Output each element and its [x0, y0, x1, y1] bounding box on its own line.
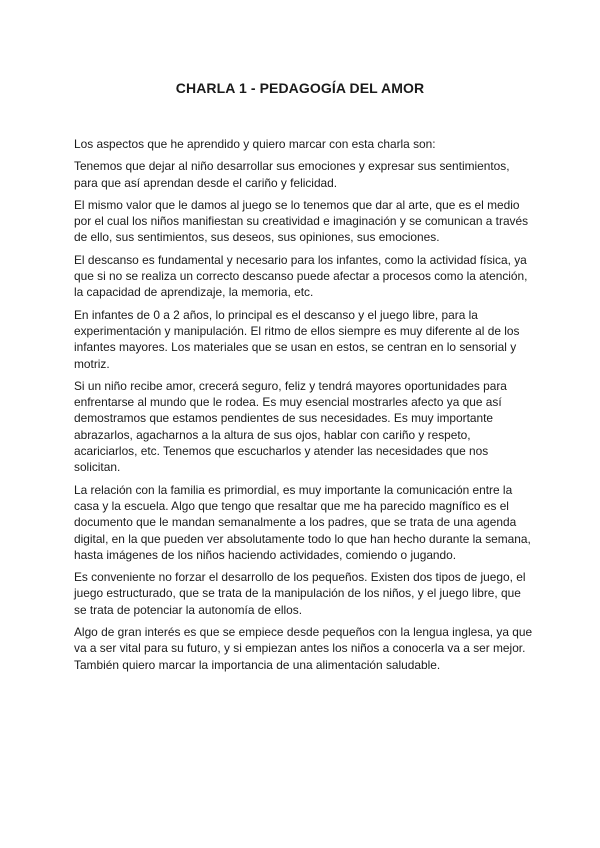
paragraph-ingles: Algo de gran interés es que se empiece desde pequeños con la lengua inglesa, ya que va a ser vital para su futuro, y si empiezan antes los niños a conocerla va a ser mejor. También quiero marcar la importancia de una alimentación saludable. [74, 625, 533, 672]
paragraph-descanso: El descanso es fundamental y necesario para los infantes, como la actividad física, ya que si no se realiza un correcto descanso puede afectar a procesos como la atención, la capacidad de aprendizaje, la memoria, etc. [74, 252, 528, 300]
paragraph-intro: Los aspectos que he aprendido y quiero marcar con esta charla son: [74, 137, 436, 151]
page-title: CHARLA 1 - PEDAGOGÍA DEL AMOR [175, 80, 425, 96]
paragraph-emociones: Tenemos que dejar al niño desarrollar sus emociones y expresar sus sentimientos, para que así aprendan desde el cariño y felicidad. [74, 159, 510, 190]
paragraph-amor: Si un niño recibe amor, crecerá seguro, feliz y tendrá mayores oportunidades para enfrentarse al mundo que le rodea. Es muy esencial mostrarles afecto ya que así demostramos que estamos pendientes de sus necesidades. Es muy importante abrazarlos, agacharnos a la altura de sus ojos, hablar con cariño y respeto, acariciarlos, etc. Tenemos que escucharlos y atender las necesidades que nos solicitan. [74, 378, 507, 475]
paragraph-familia: La relación con la familia es primordial, es muy importante la comunicación entre la casa y la escuela. Algo que tengo que resaltar que me ha parecido magnífico es el documento que le mandan semanalmente a los padres, que se trata de una agenda digital, en la que pueden ver absolutamente todo lo que han hecho durante la semana, hasta imágenes de los niños haciendo actividades, comiendo o jugando. [74, 482, 531, 562]
paragraph-arte: El mismo valor que le damos al juego se lo tenemos que dar al arte, que es el medio por el cual los niños manifiestan su creatividad e imaginación y se comunican a través de ello, sus sentimientos, sus deseos, sus opiniones, sus emociones. [74, 197, 529, 245]
paragraph-juego: Es conveniente no forzar el desarrollo de los pequeños. Existen dos tipos de juego, el juego estructurado, que se trata de la manipulación de los niños, y el juego libre, que se trata de potenciar la autonomía de ellos. [74, 570, 526, 617]
document-body [74, 136, 534, 679]
paragraph-infantes: En infantes de 0 a 2 años, lo principal es el descanso y el juego libre, para la experimentación y manipulación. El ritmo de ellos siempre es muy diferente al de los infantes mayores. Los materiales que se usan en estos, se centran en lo sensorial y motriz. [74, 307, 520, 371]
